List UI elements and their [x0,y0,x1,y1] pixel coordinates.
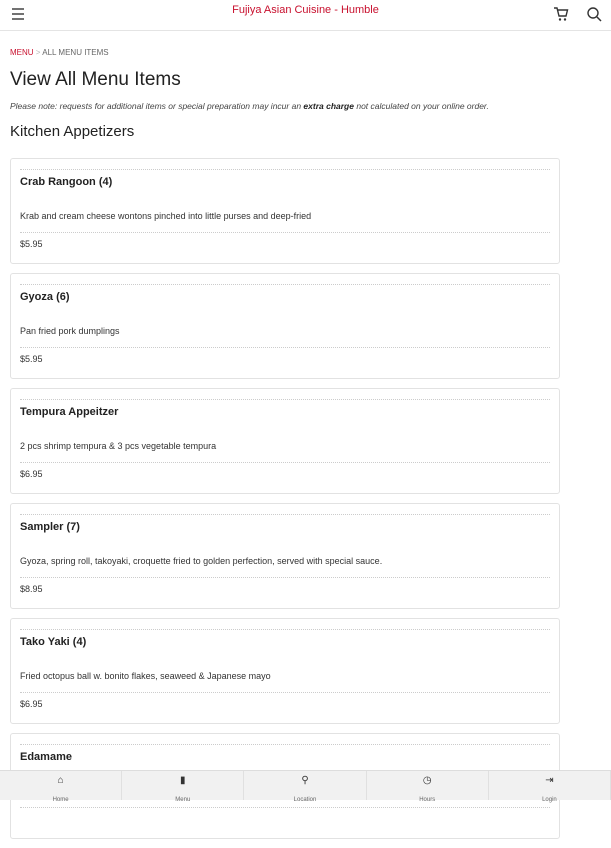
restaurant-title[interactable]: Fujiya Asian Cuisine - Humble [232,4,379,16]
breadcrumb-current: ALL MENU ITEMS [42,48,109,57]
item-name: Sampler (7) [20,521,80,533]
bottom-nav [0,770,611,803]
hours-icon: ◷ [422,775,432,786]
divider [20,284,550,285]
item-name: Gyoza (6) [20,291,70,303]
nav-label: Hours [419,797,436,803]
item-description: Fried octopus ball w. bonito flakes, seaweed & Japanese mayo [20,671,271,681]
item-price: $6.95 [20,699,43,709]
nav-hours[interactable] [367,771,489,803]
item-name: Tako Yaki (4) [20,636,87,648]
login-icon: ⇥ [545,775,554,786]
item-price: $6.95 [20,469,43,479]
item-price: $5.95 [20,239,43,249]
nav-label: Home [52,797,69,803]
order-note [10,101,489,111]
menu-item-card[interactable] [10,388,560,494]
divider [20,347,550,348]
note-emphasis: extra charge [303,101,354,111]
divider [20,169,550,170]
nav-label: Location [293,797,317,803]
search-icon[interactable] [586,6,602,22]
divider [20,462,550,463]
menu-item-list [10,158,560,848]
breadcrumb [10,48,109,57]
divider [20,399,550,400]
item-price: $5.95 [20,354,43,364]
breadcrumb-menu-link[interactable]: MENU [10,48,34,57]
home-icon: ⌂ [57,775,64,786]
item-price: $8.95 [20,584,43,594]
item-description: Pan fried pork dumplings [20,326,120,336]
menu-icon: ▮ [180,775,186,786]
cart-icon[interactable] [553,6,569,22]
divider [20,577,550,578]
location-icon: ⚲ [301,775,309,786]
item-description: 2 pcs shrimp tempura & 3 pcs vegetable tempura [20,441,217,451]
menu-item-card[interactable] [10,618,560,724]
nav-login[interactable] [489,771,611,803]
item-name: Tempura Appeitzer [20,406,119,418]
menu-item-card[interactable] [10,503,560,609]
note-text-end: not calculated on your online order. [353,101,489,111]
item-name: Edamame [20,751,72,763]
item-description: Krab and cream cheese wontons pinched into little purses and deep-fried [20,211,312,221]
divider [20,807,550,808]
note-text: Please note: requests for additional items or special preparation may incur an [10,101,304,111]
divider [20,692,550,693]
menu-item-card[interactable] [10,273,560,379]
item-description: Gyoza, spring roll, takoyaki, croquette fried to golden perfection, served with special sauce. [20,556,383,566]
section-title: Kitchen Appetizers [10,123,135,140]
nav-label: Menu [175,797,191,803]
top-bar [0,0,611,31]
divider [20,232,550,233]
nav-label: Login [542,797,557,803]
item-name: Crab Rangoon (4) [20,176,113,188]
page-title: View All Menu Items [10,69,181,90]
nav-location[interactable] [244,771,366,803]
divider [20,629,550,630]
divider [20,514,550,515]
menu-item-card[interactable] [10,158,560,264]
nav-menu[interactable] [122,771,244,803]
breadcrumb-separator: > [35,48,41,57]
nav-home[interactable] [0,771,122,803]
divider [20,744,550,745]
